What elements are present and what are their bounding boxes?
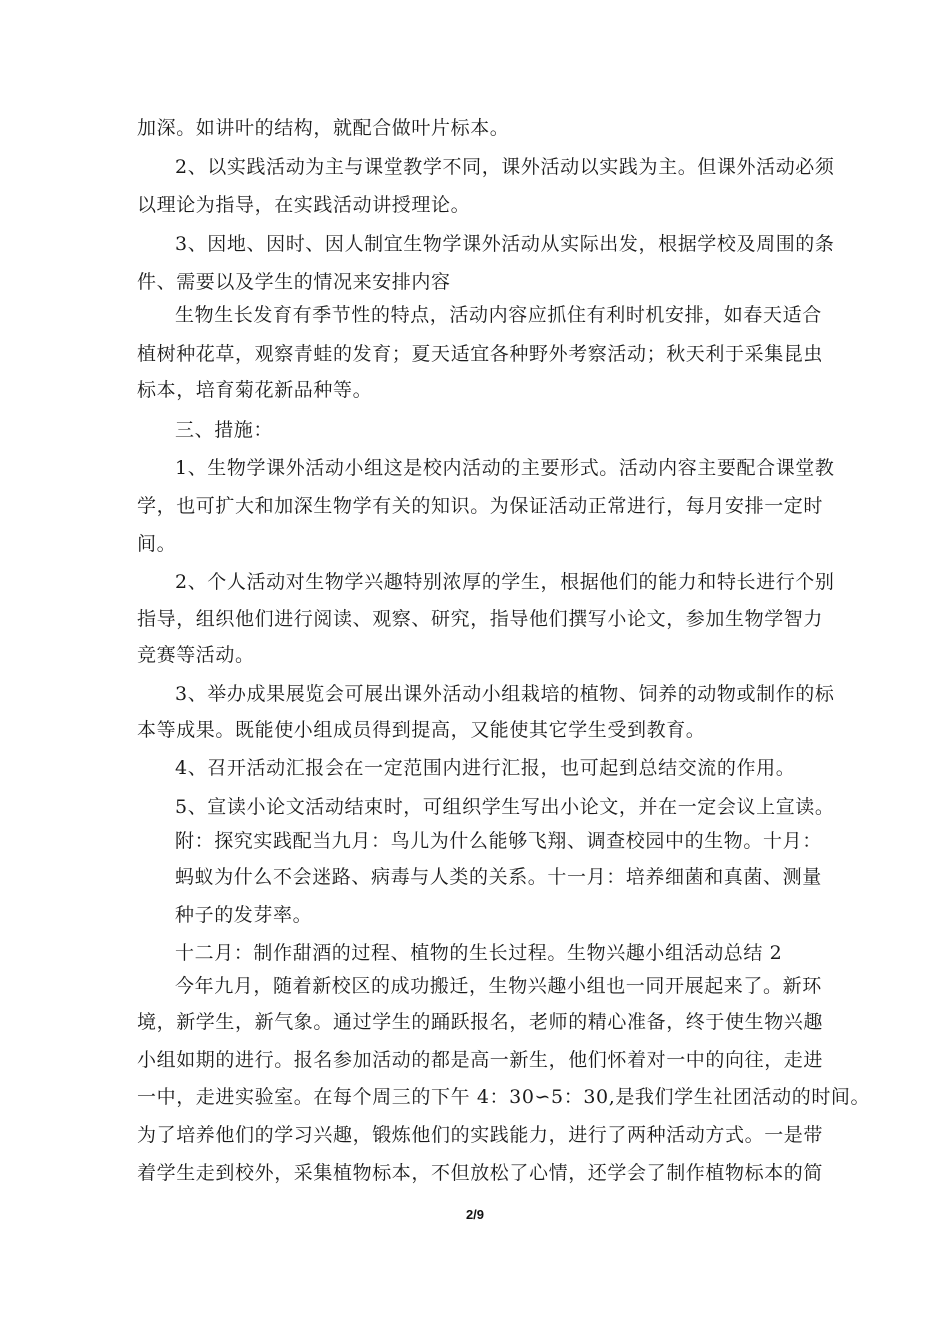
text-line: 今年九月，随着新校区的成功搬迁，生物兴趣小组也一同开展起来了。新环 bbox=[175, 975, 822, 997]
text-line: 加深。如讲叶的结构，就配合做叶片标本。 bbox=[137, 117, 510, 139]
text-line: 竞赛等活动。 bbox=[137, 644, 255, 666]
text-line: 小组如期的进行。报名参加活动的都是高一新生，他们怀着对一中的向往，走进 bbox=[137, 1049, 824, 1071]
text-line: 间。 bbox=[137, 533, 177, 555]
text-line: 生物生长发育有季节性的特点，活动内容应抓住有利时机安排，如春天适合 bbox=[175, 304, 822, 326]
text-line: 为了培养他们的学习兴趣，锻炼他们的实践能力，进行了两种活动方式。一是带 bbox=[137, 1124, 824, 1146]
text-line: 十二月：制作甜酒的过程、植物的生长过程。生物兴趣小组活动总结 2 bbox=[175, 942, 783, 964]
text-line: 着学生走到校外，采集植物标本，不但放松了心情，还学会了制作植物标本的简 bbox=[137, 1162, 824, 1184]
text-line: 境，新学生，新气象。通过学生的踊跃报名，老师的精心准备，终于使生物兴趣 bbox=[137, 1011, 824, 1033]
text-line: 植树种花草，观察青蛙的发育；夏天适宜各种野外考察活动；秋天利于采集昆虫 bbox=[137, 343, 824, 365]
text-line: 3、举办成果展览会可展出课外活动小组栽培的植物、饲养的动物或制作的标 bbox=[175, 683, 835, 705]
text-line: 3、因地、因时、因人制宜生物学课外活动从实际出发，根据学校及周围的条 bbox=[175, 233, 835, 255]
section-heading: 三、措施： bbox=[175, 419, 274, 441]
text-line: 2、以实践活动为主与课堂教学不同，课外活动以实践为主。但课外活动必须 bbox=[175, 156, 835, 178]
text-line: 种子的发芽率。 bbox=[175, 904, 313, 926]
text-line: 4、召开活动汇报会在一定范围内进行汇报，也可起到总结交流的作用。 bbox=[175, 757, 796, 779]
text-line: 标本，培育菊花新品种等。 bbox=[137, 379, 373, 401]
text-line: 1、生物学课外活动小组这是校内活动的主要形式。活动内容主要配合课堂教 bbox=[175, 457, 835, 479]
text-line: 5、宣读小论文活动结束时，可组织学生写出小论文，并在一定会议上宣读。 bbox=[175, 796, 835, 818]
page-number: 2/9 bbox=[465, 1207, 485, 1222]
text-line: 2、个人活动对生物学兴趣特别浓厚的学生，根据他们的能力和特长进行个别 bbox=[175, 571, 835, 593]
text-line: 本等成果。既能使小组成员得到提高，又能使其它学生受到教育。 bbox=[137, 719, 706, 741]
text-line: 件、需要以及学生的情况来安排内容 bbox=[137, 271, 451, 293]
text-line: 以理论为指导，在实践活动讲授理论。 bbox=[137, 194, 471, 216]
text-line: 附：探究实践配当九月：鸟儿为什么能够飞翔、调查校园中的生物。十月： bbox=[175, 830, 822, 852]
text-line: 学，也可扩大和加深生物学有关的知识。为保证活动正常进行，每月安排一定时 bbox=[137, 495, 824, 517]
text-line: 一中，走进实验室。在每个周三的下午 4：30∽5：30,是我们学生社团活动的时间。 bbox=[137, 1086, 871, 1108]
text-line: 蚂蚁为什么不会迷路、病毒与人类的关系。十一月：培养细菌和真菌、测量 bbox=[175, 866, 822, 888]
text-line: 指导，组织他们进行阅读、观察、研究，指导他们撰写小论文，参加生物学智力 bbox=[137, 608, 824, 630]
